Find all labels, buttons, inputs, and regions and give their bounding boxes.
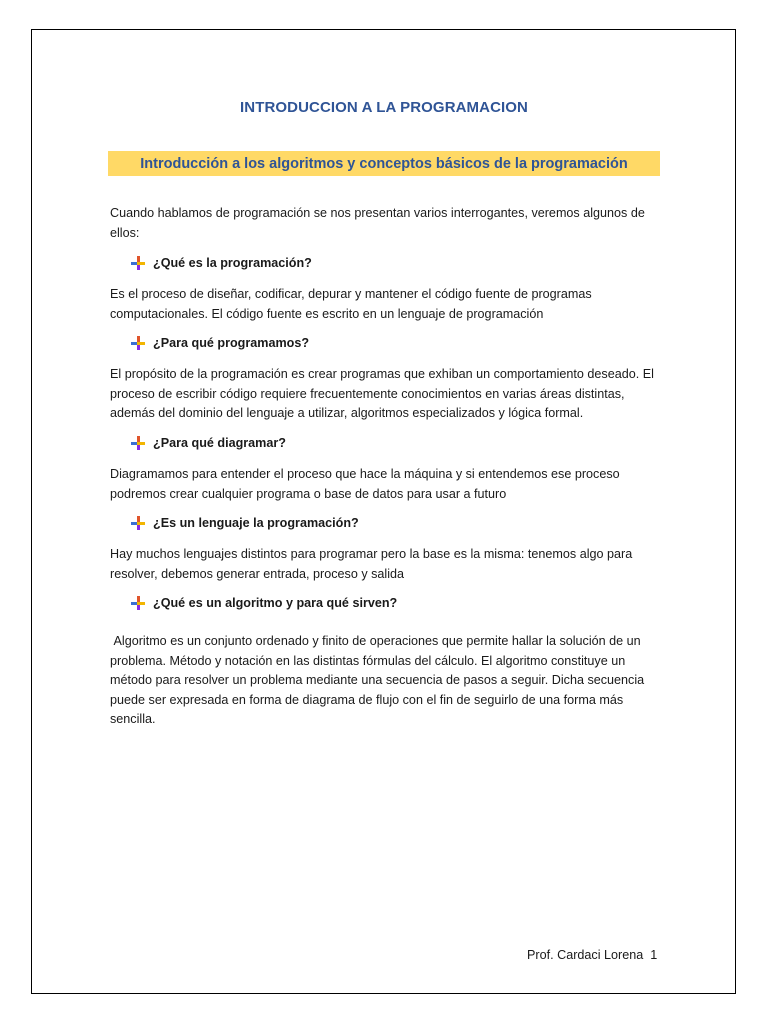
section-answer: El propósito de la programación es crear programas que exhiban un comportamiento deseado. El proceso de escribir código requiere frecuentemente conocimientos en varias áreas distintas, además del dominio del lenguaje a utilizar, algoritmos especializados y lógica formal. [110, 367, 654, 420]
section-answer: Algoritmo es un conjunto ordenado y finito de operaciones que permite hallar la solución de un problema. Método y notación en las distintas fórmulas del cálculo. El algoritmo constituye un método para resolver un problema mediante una secuencia de pasos a seguir. Dicha secuencia puede ser expresada en forma de diagrama de flujo con el fin de seguirlo de una forma más sencilla. [110, 634, 648, 726]
section-question: ¿Qué es un algoritmo y para qué sirven? [153, 596, 398, 610]
bullet-icon [131, 596, 145, 610]
section-question: ¿Para qué programamos? [153, 336, 310, 350]
bullet-icon [131, 336, 145, 350]
subtitle-banner [108, 151, 660, 176]
bullet-icon [131, 516, 145, 530]
page-footer: Prof. Cardaci Lorena 1 [527, 948, 658, 962]
bullet-icon [131, 436, 145, 450]
section-question: ¿Qué es la programación? [153, 256, 312, 270]
bullet-icon [131, 256, 145, 270]
section-answer: Hay muchos lenguajes distintos para programar pero la base es la misma: tenemos algo para resolver, debemos generar entrada, proceso y salida [110, 547, 633, 581]
section-question-row [131, 256, 312, 270]
page-title: INTRODUCCION A LA PROGRAMACION [240, 99, 528, 116]
section-question-row [131, 336, 309, 350]
section-answer: Es el proceso de diseñar, codificar, depurar y mantener el código fuente de programas computacionales. El código fuente es escrito en un lenguaje de programación [110, 287, 592, 321]
section-answer: Diagramamos para entender el proceso que hace la máquina y si entendemos ese proceso podremos crear cualquier programa o base de datos para usar a futuro [110, 467, 620, 501]
section-question: ¿Es un lenguaje la programación? [153, 516, 359, 530]
section-question: ¿Para qué diagramar? [153, 436, 286, 450]
section-question-row [131, 516, 359, 530]
section-question-row [131, 436, 286, 450]
section-question-row [131, 596, 397, 610]
subtitle-text: Introducción a los algoritmos y conceptos básicos de la programación [140, 155, 628, 172]
intro-paragraph: Cuando hablamos de programación se nos presentan varios interrogantes, veremos algunos de ellos: [110, 206, 645, 240]
